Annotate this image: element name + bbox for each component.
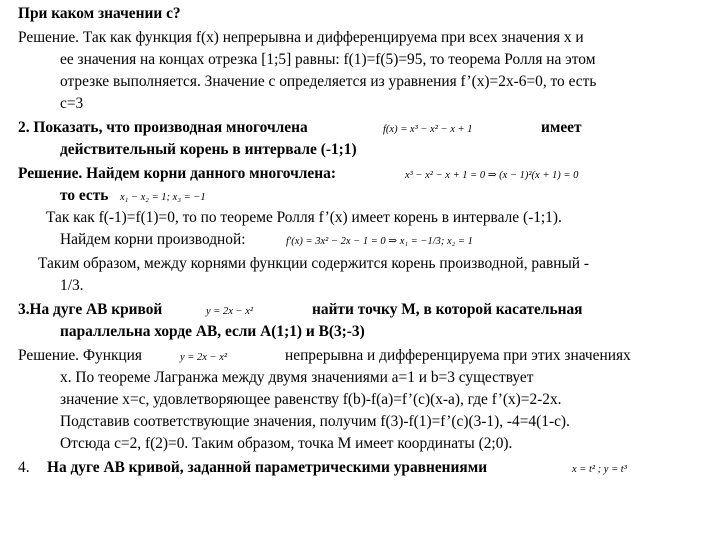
parametric-formula: x = t² ; y = t³: [572, 464, 627, 475]
solution-2-line-6: 1/3.: [60, 277, 84, 294]
solution-1-line-1: Решение. Так как функция f(x) непрерывна и дифференцируема при всех значения x и: [18, 29, 584, 46]
factorization-formula: x³ − x² − x + 1 = 0 ⇒ (x − 1)²(x + 1) = 0: [405, 170, 579, 181]
problem-2-title: 2. Показать, что производная многочлена: [18, 119, 308, 136]
solution-3-line-1: Решение. Функция: [18, 347, 142, 364]
function-formula: y = 2x − x²: [180, 352, 228, 363]
solution-2-line-1: Решение. Найдем корни данного многочлена:: [18, 165, 336, 182]
derivative-roots-formula: f′(x) = 3x² − 2x − 1 = 0 ⇒ x₁ = −1/3; x₂ = 1: [286, 236, 473, 247]
solution-1-line-3: отрезке выполняется. Значение с определяется из уравнения f’(x)=2x-6=0, то есть: [60, 73, 597, 90]
problem-2-title-end: имеет: [541, 119, 582, 136]
solution-3-line-1-end: непрерывна и дифференцируема при этих значениях: [285, 347, 631, 364]
curve-formula: y = 2x − x²: [206, 306, 254, 317]
roots-formula: x₁ − x₂ = 1; x₃ = −1: [120, 192, 206, 203]
solution-3-line-4: Подставив соответствующие значения, получим f(3)-f(1)=f’(c)(3-1), -4=4(1-c).: [60, 413, 570, 430]
problem-3-title-line-2: параллельна хорде AB, если A(1;1) и B(3;-3): [60, 323, 365, 340]
solution-3-line-2: x. По теореме Лагранжа между двумя значениями a=1 и b=3 существует: [60, 369, 534, 386]
problem-3-title: 3.На дуге AB кривой: [18, 301, 163, 318]
polynomial-formula: f(x) = x³ − x² − x + 1: [383, 124, 473, 135]
problem-4-number: 4.: [18, 459, 30, 476]
solution-2-line-5: Таким образом, между корнями функции содержится корень производной, равный -: [38, 255, 590, 272]
solution-3-line-3: значение x=c, удовлетворяющее равенству f(b)-f(a)=f’(c)(x-a), где f’(x)=2-2x.: [60, 391, 562, 408]
problem-4-title: На дуге AB кривой, заданной параметрическими уравнениями: [47, 459, 488, 476]
problem-3-title-end: найти точку М, в которой касательная: [312, 301, 583, 318]
solution-2-line-4: Найдем корни производной:: [60, 231, 246, 248]
solution-1-line-4: c=3: [60, 95, 84, 112]
problem-1-question: При каком значении с?: [18, 5, 181, 22]
solution-2-line-2: то есть: [60, 187, 109, 204]
solution-2-line-3: Так как f(-1)=f(1)=0, то по теореме Ролля f’(x) имеет корень в интервале (-1;1).: [46, 209, 562, 226]
problem-2-title-line-2: действительный корень в интервале (-1;1): [60, 141, 357, 158]
solution-1-line-2: ее значения на концах отрезка [1;5] равны: f(1)=f(5)=95, то теорема Ролля на этом: [60, 51, 596, 68]
solution-3-line-5: Отсюда c=2, f(2)=0. Таким образом, точка M имеет координаты (2;0).: [60, 435, 513, 452]
